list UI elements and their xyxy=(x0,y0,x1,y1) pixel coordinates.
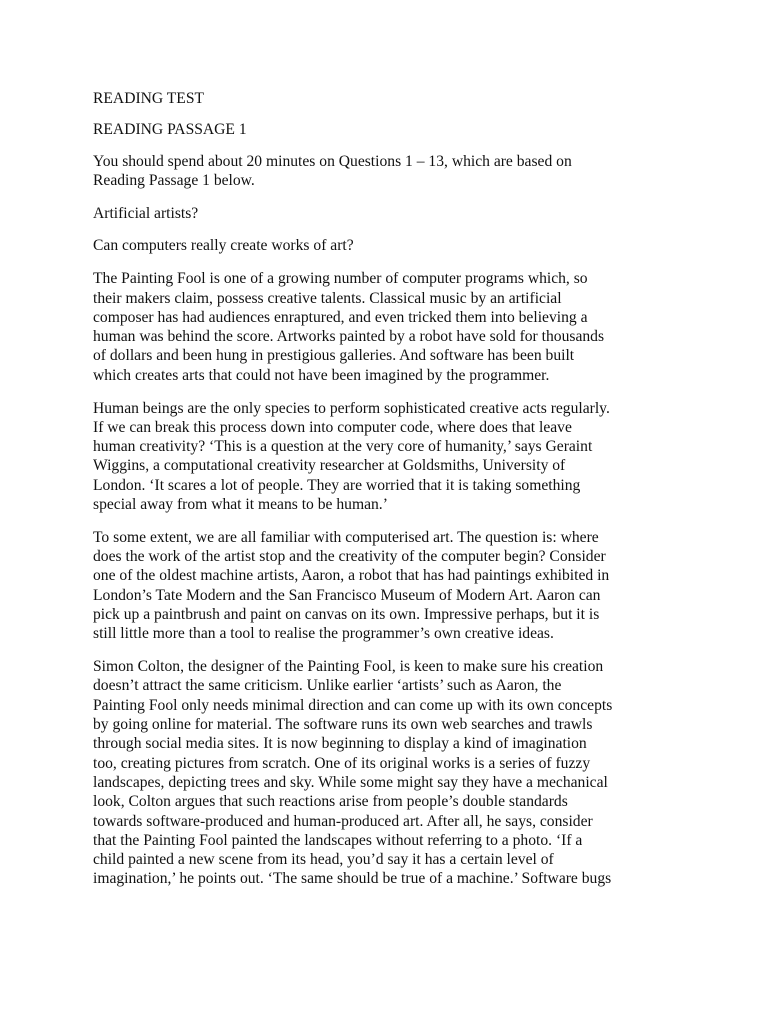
text-line: If we can break this process down into computer code, where does that leave xyxy=(93,418,572,436)
text-line: To some extent, we are all familiar with computerised art. The question is: where xyxy=(93,528,599,546)
text-line: Can computers really create works of art? xyxy=(93,237,354,255)
text-line: composer has had audiences enraptured, and even tricked them into believing a xyxy=(93,308,588,326)
text-line: that the Painting Fool painted the landscapes without referring to a photo. ‘If a xyxy=(93,831,583,849)
document-body xyxy=(93,89,691,902)
text-line: London. ‘It scares a lot of people. They are worried that it is taking something xyxy=(93,476,581,494)
text-line: too, creating pictures from scratch. One of its original works is a series of fuzzy xyxy=(93,754,591,772)
passage-title xyxy=(93,204,691,223)
text-line: Human beings are the only species to perform sophisticated creative acts regularly. xyxy=(93,399,610,417)
text-line: through social media sites. It is now beginning to display a kind of imagination xyxy=(93,735,587,753)
reading-test-heading xyxy=(93,89,691,108)
text-line: towards software-produced and human-produced art. After all, he says, consider xyxy=(93,812,593,830)
text-line: landscapes, depicting trees and sky. While some might say they have a mechanical xyxy=(93,773,608,791)
text-line: Artificial artists? xyxy=(93,204,199,222)
text-line: human creativity? ‘This is a question at the very core of humanity,’ says Geraint xyxy=(93,438,593,456)
text-line: does the work of the artist stop and the creativity of the computer begin? Consider xyxy=(93,548,606,566)
text-line: human was behind the score. Artworks painted by a robot have sold for thousands xyxy=(93,328,605,346)
text-line: pick up a paintbrush and paint on canvas on its own. Impressive perhaps, but it is xyxy=(93,606,600,624)
paragraph-3 xyxy=(93,528,691,644)
text-line: still little more than a tool to realise the programmer’s own creative ideas. xyxy=(93,625,554,643)
passage-label xyxy=(93,120,691,139)
text-line: special away from what it means to be human.’ xyxy=(93,496,388,514)
text-line: The Painting Fool is one of a growing number of computer programs which, so xyxy=(93,270,588,288)
text-line: Simon Colton, the designer of the Painting Fool, is keen to make sure his creation xyxy=(93,658,604,676)
text-line: look, Colton argues that such reactions arise from people’s double standards xyxy=(93,793,568,811)
text-line: READING PASSAGE 1 xyxy=(93,121,247,139)
text-line: which creates arts that could not have been imagined by the programmer. xyxy=(93,366,550,384)
passage-subtitle xyxy=(93,236,691,255)
text-line: Painting Fool only needs minimal direction and can come up with its own concepts xyxy=(93,696,613,714)
text-line: one of the oldest machine artists, Aaron, a robot that has had paintings exhibited in xyxy=(93,567,610,585)
paragraph-4 xyxy=(93,657,691,889)
text-line: London’s Tate Modern and the San Francisco Museum of Modern Art. Aaron can xyxy=(93,586,601,604)
text-line: of dollars and been hung in prestigious galleries. And software has been built xyxy=(93,347,575,365)
paragraph-1 xyxy=(93,269,691,385)
text-line: doesn’t attract the same criticism. Unlike earlier ‘artists’ such as Aaron, the xyxy=(93,677,562,695)
text-line: You should spend about 20 minutes on Questions 1 – 13, which are based on xyxy=(93,152,572,170)
text-line: their makers claim, possess creative talents. Classical music by an artificial xyxy=(93,289,562,307)
paragraph-2 xyxy=(93,399,691,515)
instructions xyxy=(93,152,691,191)
text-line: READING TEST xyxy=(93,90,205,107)
text-line: Reading Passage 1 below. xyxy=(93,171,255,189)
text-line: by going online for material. The software runs its own web searches and trawls xyxy=(93,716,593,734)
text-line: Wiggins, a computational creativity researcher at Goldsmiths, University of xyxy=(93,457,566,475)
text-line: imagination,’ he points out. ‘The same should be true of a machine.’ Software bugs xyxy=(93,870,612,888)
text-line: child painted a new scene from its head, you’d say it has a certain level of xyxy=(93,851,554,869)
